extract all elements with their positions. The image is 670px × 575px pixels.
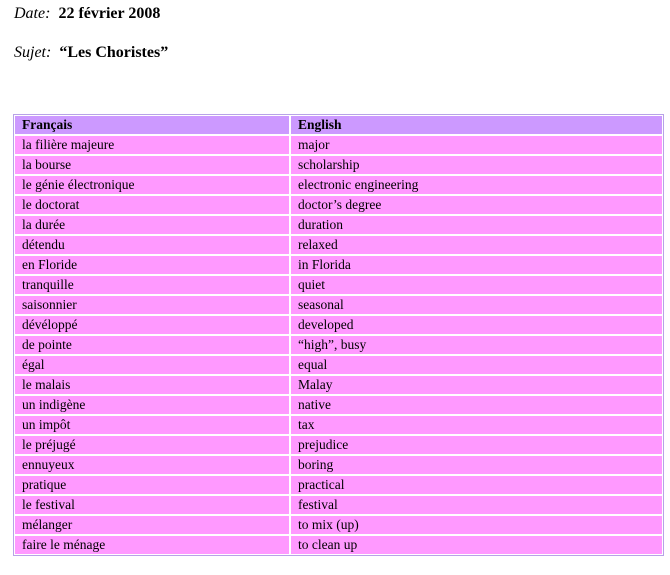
cell-french: la filière majeure <box>14 135 290 155</box>
cell-english: boring <box>290 455 663 475</box>
cell-english: prejudice <box>290 435 663 455</box>
cell-french: saisonnier <box>14 295 290 315</box>
column-header-english: English <box>290 115 663 135</box>
table-row <box>14 535 663 555</box>
cell-french: le préjugé <box>14 435 290 455</box>
cell-english: to mix (up) <box>290 515 663 535</box>
subject-value: “Les Choristes” <box>59 44 169 61</box>
table-row <box>14 295 663 315</box>
table-row <box>14 215 663 235</box>
cell-french: le génie électronique <box>14 175 290 195</box>
cell-english: developed <box>290 315 663 335</box>
cell-french: dévéloppé <box>14 315 290 335</box>
table-row <box>14 475 663 495</box>
cell-french: en Floride <box>14 255 290 275</box>
cell-french: le malais <box>14 375 290 395</box>
table-row <box>14 375 663 395</box>
cell-english: relaxed <box>290 235 663 255</box>
cell-english: practical <box>290 475 663 495</box>
cell-french: la bourse <box>14 155 290 175</box>
cell-english: to clean up <box>290 535 663 555</box>
cell-english: doctor’s degree <box>290 195 663 215</box>
cell-english: Malay <box>290 375 663 395</box>
cell-french: le festival <box>14 495 290 515</box>
cell-english: tax <box>290 415 663 435</box>
cell-french: détendu <box>14 235 290 255</box>
table-row <box>14 155 663 175</box>
table-row <box>14 435 663 455</box>
date-value: 22 février 2008 <box>58 5 161 22</box>
cell-english: equal <box>290 355 663 375</box>
cell-french: faire le ménage <box>14 535 290 555</box>
table-row <box>14 235 663 255</box>
table-body <box>14 135 663 555</box>
table-row <box>14 335 663 355</box>
table-row <box>14 395 663 415</box>
cell-english: duration <box>290 215 663 235</box>
cell-french: un impôt <box>14 415 290 435</box>
column-header-french: Français <box>14 115 290 135</box>
cell-english: scholarship <box>290 155 663 175</box>
cell-french: de pointe <box>14 335 290 355</box>
cell-french: ennuyeux <box>14 455 290 475</box>
cell-french: mélanger <box>14 515 290 535</box>
cell-english: native <box>290 395 663 415</box>
subject-label: Sujet: <box>14 44 52 61</box>
table-row <box>14 455 663 475</box>
cell-french: tranquille <box>14 275 290 295</box>
cell-english: electronic engineering <box>290 175 663 195</box>
cell-english: in Florida <box>290 255 663 275</box>
cell-french: pratique <box>14 475 290 495</box>
vocabulary-table <box>13 114 664 556</box>
cell-french: égal <box>14 355 290 375</box>
cell-english: “high”, busy <box>290 335 663 355</box>
table-row <box>14 355 663 375</box>
cell-english: quiet <box>290 275 663 295</box>
table-row <box>14 195 663 215</box>
cell-french: le doctorat <box>14 195 290 215</box>
table-row <box>14 135 663 155</box>
table-row <box>14 255 663 275</box>
cell-french: un indigène <box>14 395 290 415</box>
cell-french: la durée <box>14 215 290 235</box>
table-row <box>14 175 663 195</box>
cell-english: festival <box>290 495 663 515</box>
table-row <box>14 275 663 295</box>
table-header-row <box>14 115 663 135</box>
cell-english: major <box>290 135 663 155</box>
table-row <box>14 415 663 435</box>
table-row <box>14 315 663 335</box>
subject-line <box>14 44 168 62</box>
date-line <box>14 5 160 23</box>
cell-english: seasonal <box>290 295 663 315</box>
date-label: Date: <box>14 5 51 22</box>
table-row <box>14 495 663 515</box>
table-row <box>14 515 663 535</box>
